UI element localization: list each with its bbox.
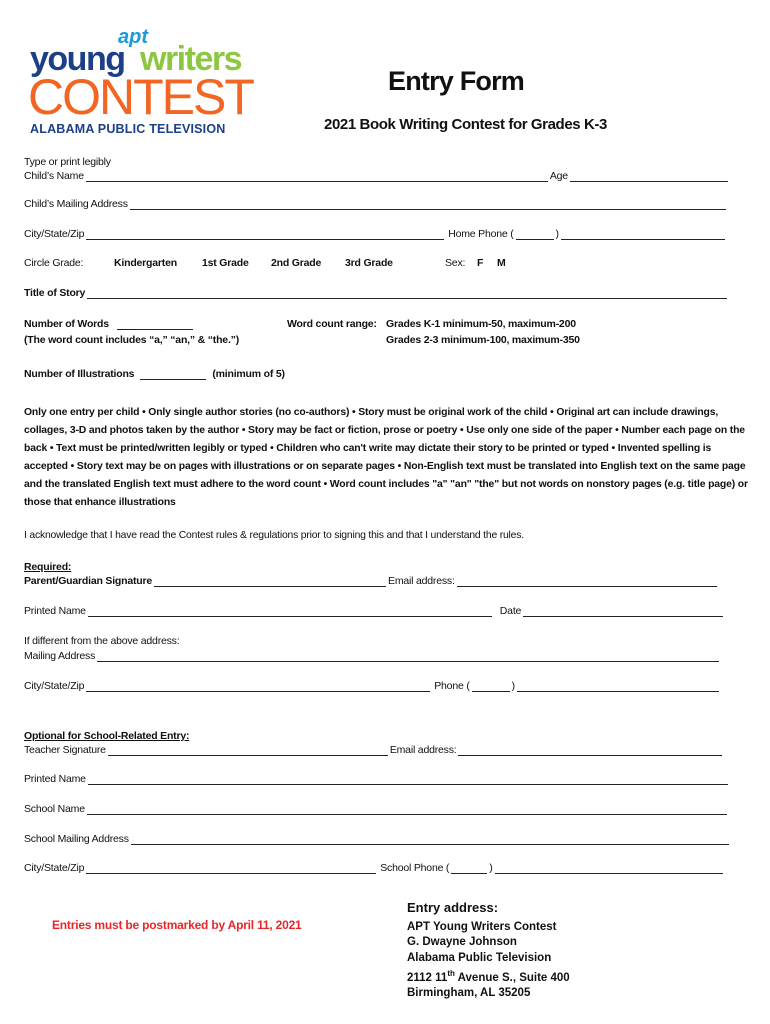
required-heading: Required: [24,561,72,573]
address-line-2: G. Dwayne Johnson [407,936,517,948]
child-name-label: Child’s Name [24,170,84,182]
entry-address-block [407,900,570,1002]
sex-f[interactable]: F [477,257,484,269]
street-suffix: th [447,969,455,978]
school-city-field[interactable] [86,864,376,874]
school-phone-field[interactable] [495,864,723,874]
grade-kindergarten[interactable]: Kindergarten [114,257,177,269]
entry-address-heading: Entry address: [407,900,499,915]
logo-station: ALABAMA PUBLIC TELEVISION [30,122,226,136]
school-city-row [24,862,725,874]
address-line-3: Alabama Public Television [407,951,552,964]
street-number: 2112 11 [407,971,448,984]
logo-apt: apt [118,26,148,48]
address-street [407,966,570,986]
deadline-notice: Entries must be postmarked by April 11, 2021 [52,918,302,932]
school-name-field[interactable] [87,805,727,815]
circle-grade-label: Circle Grade: [24,257,84,269]
home-phone-label: Home Phone ( [448,228,514,240]
story-title-field[interactable] [87,289,727,299]
child-city-label: City/State/Zip [24,228,85,240]
home-phone-area-field[interactable] [516,230,554,240]
teacher-signature-row [24,744,724,756]
age-label: Age [549,170,568,182]
home-phone-paren: ) [555,228,559,240]
guardian-city-label: City/State/Zip [24,680,85,692]
teacher-printed-label: Printed Name [24,773,86,785]
instruction-text: Type or print legibly [24,156,111,168]
teacher-email-label: Email address: [389,744,457,756]
guardian-phone-area-field[interactable] [472,682,510,692]
child-mailing-row [24,198,728,210]
street-rest: Avenue S., Suite 400 [454,971,570,984]
home-phone-field[interactable] [561,230,725,240]
optional-heading: Optional for School-Related Entry: [24,730,190,742]
child-city-row [24,228,727,240]
child-city-field[interactable] [86,230,444,240]
guardian-mailing-field[interactable] [97,652,719,662]
guardian-mailing-row [24,650,721,662]
teacher-signature-field[interactable] [108,746,388,756]
guardian-signature-field[interactable] [154,577,386,587]
teacher-email-field[interactable] [458,746,722,756]
page-title: Entry Form [388,66,525,96]
different-address-note: If different from the above address: [24,635,180,647]
instruction-row [24,156,111,168]
grade-2nd[interactable]: 2nd Grade [271,257,322,269]
rules-text: Only one entry per child • Only single author stories (no co-authors) • Story must be original work of the child • Original art can include drawings, collages, 3-D and photos taken by the author • Story may be fact or fiction, prose or poetry • Use only one side of the paper • Number each page on the back • Text must be printed/written legibly or typed • Children who can't write may dictate their story to be printed or typed • Invented spelling is accepted • Story text may be on pages with illustrations or on separate pages • Non-English text must be translated into English text on the same page and the translated English text must adhere to the word count • Word count includes "a" "an" "the" but not words on nonstory pages (e.g. title page) or those that enhance illustrations [24,407,748,508]
illustrations-min: (minimum of 5) [212,368,285,380]
school-phone-paren: ) [489,862,493,874]
acknowledgement-text: I acknowledge that I have read the Contest rules & regulations prior to signing this and that I understand the rules. [24,530,524,541]
page-subtitle: 2021 Book Writing Contest for Grades K-3 [324,116,607,133]
illustrations-label: Number of Illustrations [24,368,135,380]
address-city: Birmingham, AL 35205 [407,987,531,1000]
word-count-field[interactable] [117,320,193,330]
word-count-row [24,318,195,330]
word-count-note-row [24,334,239,346]
sex-label: Sex: [445,257,466,269]
date-label: Date [499,605,522,617]
school-phone-label: School Phone ( [380,862,450,874]
guardian-signature-row [24,575,719,587]
story-title-label: Title of Story [24,287,86,299]
child-mailing-label: Child’s Mailing Address [24,198,128,210]
school-name-row [24,803,729,815]
guardian-email-field[interactable] [457,577,717,587]
story-title-row [24,287,729,299]
school-phone-area-field[interactable] [451,864,487,874]
guardian-phone-label: Phone ( [434,680,470,692]
logo-writers: writers [140,40,241,78]
illustrations-field[interactable] [140,370,206,380]
guardian-mailing-label: Mailing Address [24,650,96,662]
word-count-label: Number of Words [24,318,109,330]
illustrations-row [24,368,285,380]
guardian-city-row [24,680,721,692]
guardian-printed-field[interactable] [88,607,492,617]
school-mailing-row [24,833,731,845]
grade-1st[interactable]: 1st Grade [202,257,249,269]
age-field[interactable] [570,172,728,182]
word-count-note: (The word count includes “a,” “an,” & “the.”) [24,334,240,346]
child-name-row [24,170,730,182]
grade-row [24,257,506,269]
guardian-signature-label: Parent/Guardian Signature [24,575,153,587]
different-note-row [24,635,179,647]
school-city-label: City/State/Zip [24,862,85,874]
word-range-k1: Grades K-1 minimum-50, maximum-200 [386,318,576,330]
word-range-23: Grades 2-3 minimum-100, maximum-350 [386,334,580,346]
guardian-city-field[interactable] [86,682,430,692]
sex-m[interactable]: M [497,257,506,269]
school-mailing-label: School Mailing Address [24,833,129,845]
child-mailing-field[interactable] [130,200,726,210]
school-name-label: School Name [24,803,85,815]
guardian-email-label: Email address: [388,575,455,587]
grade-3rd[interactable]: 3rd Grade [345,257,393,269]
guardian-printed-label: Printed Name [24,605,86,617]
guardian-phone-paren: ) [511,680,515,692]
teacher-printed-row [24,773,730,785]
school-mailing-field[interactable] [131,835,729,845]
teacher-printed-field[interactable] [88,775,728,785]
address-line-1: APT Young Writers Contest [407,920,557,933]
child-name-field[interactable] [86,172,548,182]
guardian-phone-field[interactable] [517,682,719,692]
logo-young: young [30,40,125,78]
date-field[interactable] [523,607,723,617]
apt-young-writers-logo [26,26,256,136]
teacher-signature-label: Teacher Signature [24,744,106,756]
logo-contest: CONTEST [28,69,253,125]
word-range-label: Word count range: [287,318,377,330]
guardian-printed-row [24,605,725,617]
